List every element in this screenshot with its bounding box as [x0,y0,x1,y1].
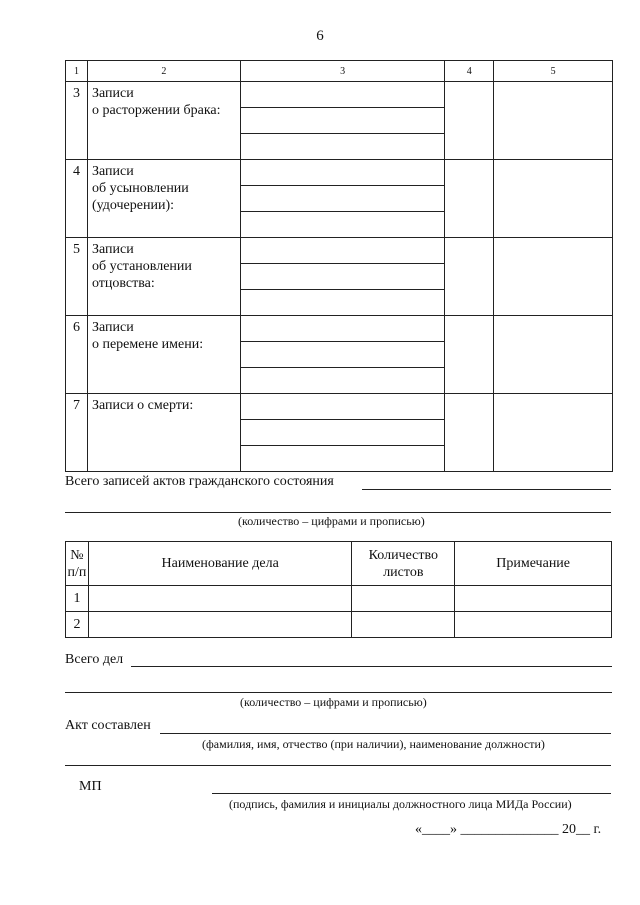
row-name: Записи об усыновлении (удочерении): [87,160,240,238]
sheet-count-cell [352,612,455,638]
header-col-2: 2 [87,61,240,82]
table-row [66,160,613,186]
table-row [66,586,612,612]
entry-cell [240,186,445,212]
row-name: Записи о расторжении брака: [87,82,240,160]
row-number: 7 [66,394,88,472]
entry-cell [240,134,445,160]
row-name: Записи о перемене имени: [87,316,240,394]
col5-cell [494,82,613,160]
header-num: № п/п [66,542,89,586]
page-number: 6 [316,28,324,44]
entry-cell [240,108,445,134]
header-name: Наименование дела [88,542,351,586]
col5-cell [494,316,613,394]
records-table [65,60,613,472]
note-cell [455,586,612,612]
act-line-2 [65,765,611,766]
col5-cell [494,238,613,316]
entry-cell [240,160,445,186]
table-row [66,238,613,264]
quantity-caption-2: (количество – цифрами и прописью) [240,695,427,709]
row-number: 5 [66,238,88,316]
row-number: 6 [66,316,88,394]
row-number: 1 [66,586,89,612]
quantity-caption: (количество – цифрами и прописью) [238,514,425,528]
date-line: «____» ______________ 20__ г. [415,822,602,837]
col5-cell [494,160,613,238]
row-name: Записи о смерти: [87,394,240,472]
col4-cell [445,160,494,238]
table-row [66,82,613,108]
signature-line [212,793,611,794]
header-col-1: 1 [66,61,88,82]
col4-cell [445,82,494,160]
total-cases-label: Всего дел [65,652,124,667]
act-line [160,733,611,734]
case-name-cell [88,586,351,612]
entry-cell [240,316,445,342]
table-row [66,316,613,342]
header-col-3: 3 [240,61,445,82]
sheet-count-cell [352,586,455,612]
case-name-cell [88,612,351,638]
entry-cell [240,446,445,472]
total-records-label: Всего записей актов гражданского состояния [65,474,334,489]
total-records-line [362,489,611,490]
table-row [66,612,612,638]
entry-cell [240,82,445,108]
total-cases-line-2 [65,692,612,693]
header-note: Примечание [455,542,612,586]
cases-table-header [66,542,612,586]
entry-cell [240,264,445,290]
entry-cell [240,394,445,420]
entry-cell [240,342,445,368]
total-records-line-2 [65,512,611,513]
mp-label: МП [79,779,102,794]
col4-cell [445,238,494,316]
records-table-header [66,61,613,82]
total-cases-line [131,666,612,667]
note-cell [455,612,612,638]
entry-cell [240,290,445,316]
entry-cell [240,368,445,394]
row-number: 4 [66,160,88,238]
header-col-5: 5 [494,61,613,82]
row-number: 2 [66,612,89,638]
cases-table [65,541,612,638]
signature-caption: (подпись, фамилия и инициалы должностного лица МИДа России) [229,797,572,811]
header-col-4: 4 [445,61,494,82]
row-name: Записи об установлении отцовства: [87,238,240,316]
col4-cell [445,316,494,394]
entry-cell [240,420,445,446]
act-caption: (фамилия, имя, отчество (при наличии), наименование должности) [202,737,545,751]
entry-cell [240,238,445,264]
act-label: Акт составлен [65,718,151,733]
col5-cell [494,394,613,472]
entry-cell [240,212,445,238]
row-number: 3 [66,82,88,160]
table-row [66,394,613,420]
col4-cell [445,394,494,472]
header-count: Количество листов [352,542,455,586]
